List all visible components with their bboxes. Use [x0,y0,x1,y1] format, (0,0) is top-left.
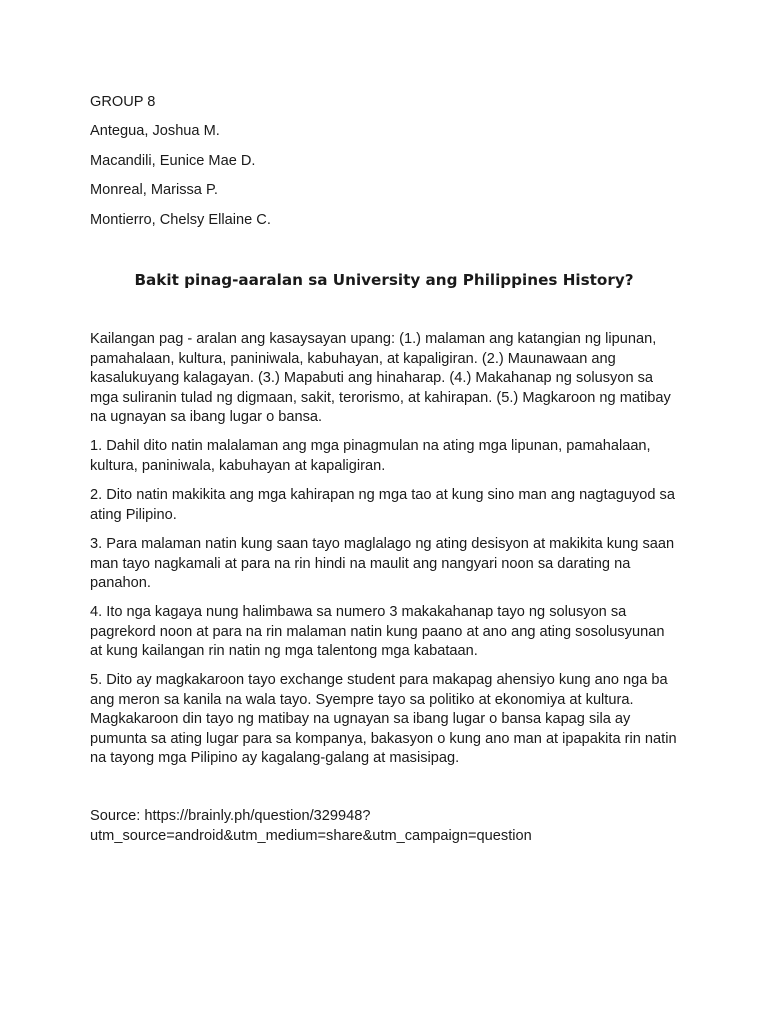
member-name: Antegua, Joshua M. [90,123,220,139]
point-paragraph-5: 5. Dito ay magkakaroon tayo exchange student para makapag ahensiyo kung ano nga ba ang meron sa kanila na wala tayo. Syempre tayo sa politiko at ekonomiya at kultura. Magkakaroon din tayo ng matibay na ugnayan sa ibang lugar o bansa kapag sila ay pumunta sa ating lugar para sa kompanya, bakasyon o kung ano man at ipapakita rin natin na tayong mga Pilipino ay kagalang-galang at masisipag. [90,672,677,766]
member-name: Montierro, Chelsy Ellaine C. [90,212,271,228]
group-title: GROUP 8 [90,94,156,110]
source-citation [90,807,680,846]
member-name: Monreal, Marissa P. [90,182,218,198]
document-heading: Bakit pinag-aaralan sa University ang Philippines History? [134,271,634,289]
point-paragraph-4: 4. Ito nga kagaya nung halimbawa sa numero 3 makakahanap tayo ng solusyon sa pagrekord noon at para na rin malaman natin kung paano at ano ang ating sosolusyunan at kung kailangan rin natin ng mga talentong mga kabataan. [90,604,665,659]
point-paragraph-1: 1. Dahil dito natin malalaman ang mga pinagmulan na ating mga lipunan, pamahalaan, kultura, paniniwala, kabuhayan at kapaligiran. [90,438,651,474]
member-name: Macandili, Eunice Mae D. [90,153,256,169]
intro-paragraph: Kailangan pag - aralan ang kasaysayan upang: (1.) malaman ang katangian ng lipunan, pamahalaan, kultura, paniniwala, kabuhayan, at kapaligiran. (2.) Maunawaan ang kasalukuyang kalagayan. (3.) Mapabuti ang hinaharap. (4.) Makahanap ng solusyon sa mga suliranin tulad ng digmaan, sakit, terorismo, at kahirapan. (5.) Magkaroon ng matibay na ugnayan sa ibang lugar o bansa. [90,331,671,425]
point-paragraph-3: 3. Para malaman natin kung saan tayo maglalago ng ating desisyon at makikita kung saan man tayo nagkamali at para na rin hindi na maulit ang nangyari noon sa darating na panahon. [90,536,675,591]
source-line-1: Source: https://brainly.ph/question/329948? [90,808,371,824]
point-paragraph-2: 2. Dito natin makikita ang mga kahirapan ng mga tao at kung sino man ang nagtaguyod sa ating Pilipino. [90,487,675,523]
source-line-2: utm_source=android&utm_medium=share&utm_campaign=question [90,827,532,844]
